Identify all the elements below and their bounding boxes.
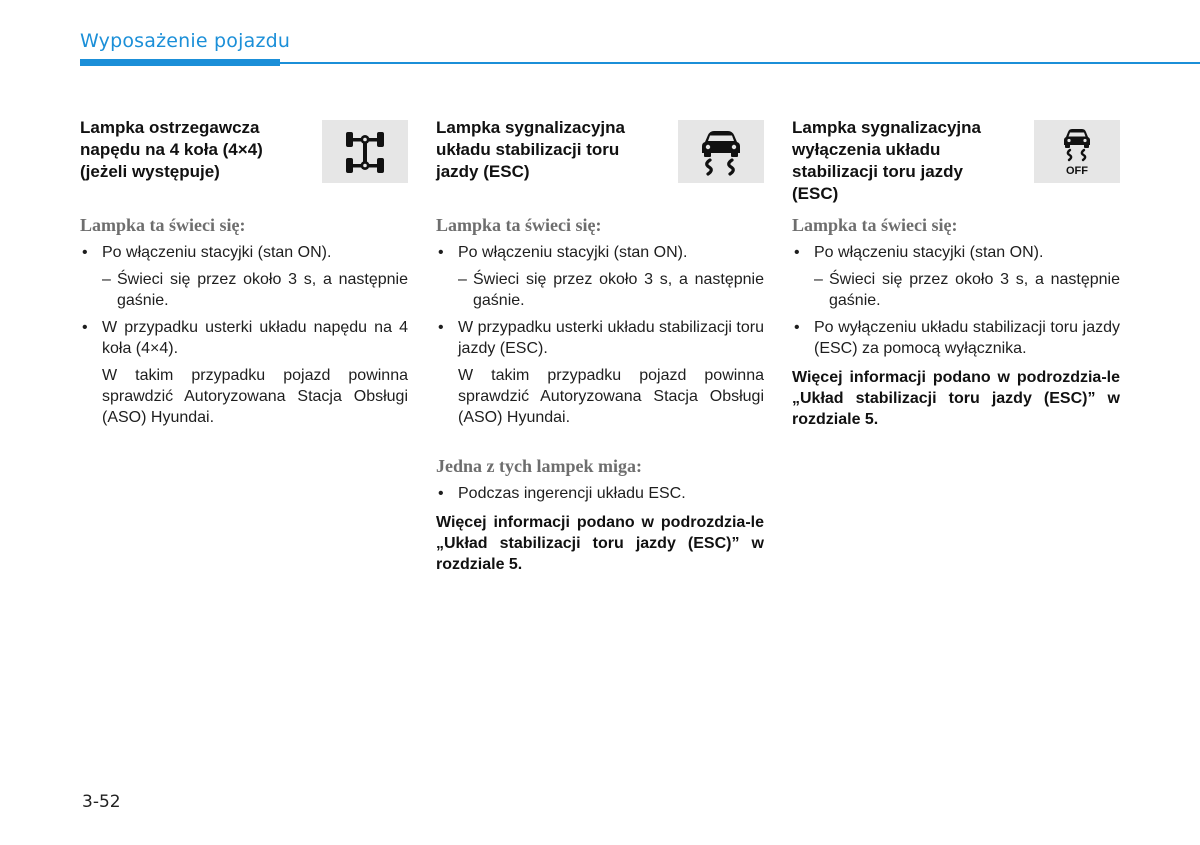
indicator-light-esc-off [792, 117, 1120, 430]
column-title: Lampka ostrzegawcza napędu na 4 koła (4×4) (jeżeli występuje) [80, 118, 263, 181]
bullet-item: • Po włączeniu stacyjki (stan ON). [80, 242, 408, 263]
section-heading: Lampka ta świeci się: [436, 215, 602, 235]
bullet-item: • Po wyłączeniu układu stabilizacji toru jazdy (ESC) za pomocą wyłącznika. [792, 317, 1120, 359]
esc-off-indicator-icon [1034, 120, 1120, 183]
bullet-item: • Po włączeniu stacyjki (stan ON). [436, 242, 764, 263]
skidding-car-off-icon [1051, 126, 1103, 178]
dash-item [80, 269, 408, 311]
dash-mark: – [814, 271, 823, 288]
header-accent-bar [80, 59, 280, 66]
dash-mark: – [458, 271, 467, 288]
esc-indicator-icon [678, 120, 764, 183]
column-header [792, 117, 1120, 203]
reference-note: Więcej informacji podano w podrozdzia-le „Układ stabilizacji toru jazdy (ESC)” w rozdziale 5. [436, 514, 764, 573]
dash-text: Świeci się przez około 3 s, a następnie gaśnie. [117, 271, 408, 309]
column-header [436, 117, 764, 185]
page-section-title: Wyposażenie pojazdu [80, 30, 291, 52]
bullet-item: • Podczas ingerencji układu ESC. [436, 483, 764, 504]
bullet-item: • W przypadku usterki układu stabilizacji toru jazdy (ESC). [436, 317, 764, 359]
section-heading: Jedna z tych lampek miga: [436, 456, 642, 476]
bullet-item: • Po włączeniu stacyjki (stan ON). [792, 242, 1120, 263]
column-header [80, 117, 408, 185]
skidding-car-icon [695, 127, 747, 177]
indicator-light-esc [436, 117, 764, 575]
dash-text: Świeci się przez około 3 s, a następnie gaśnie. [829, 271, 1120, 309]
dash-item [436, 269, 764, 311]
4wd-warning-icon [322, 120, 408, 183]
paragraph: W takim przypadku pojazd powinna sprawdzić Autoryzowana Stacja Obsługi (ASO) Hyundai. [458, 367, 764, 426]
column-title: Lampka sygnalizacyjna wyłączenia układu stabilizacji toru jazdy (ESC) [792, 118, 981, 203]
section-heading: Lampka ta świeci się: [792, 215, 958, 235]
header-rule [280, 62, 1200, 64]
off-label: OFF [1066, 164, 1088, 177]
bullet-item: • W przypadku usterki układu napędu na 4 koła (4×4). [80, 317, 408, 359]
dash-mark: – [102, 271, 111, 288]
4wd-drivetrain-icon [335, 125, 395, 179]
warning-light-4wd [80, 117, 408, 434]
dash-item [792, 269, 1120, 311]
column-title: Lampka sygnalizacyjna układu stabilizacji toru jazdy (ESC) [436, 118, 625, 181]
dash-text: Świeci się przez około 3 s, a następnie gaśnie. [473, 271, 764, 309]
paragraph: W takim przypadku pojazd powinna sprawdzić Autoryzowana Stacja Obsługi (ASO) Hyundai. [102, 367, 408, 426]
page-number: 3-52 [82, 792, 121, 812]
section-heading: Lampka ta świeci się: [80, 215, 246, 235]
reference-note: Więcej informacji podano w podrozdzia-le „Układ stabilizacji toru jazdy (ESC)” w rozdziale 5. [792, 369, 1120, 428]
